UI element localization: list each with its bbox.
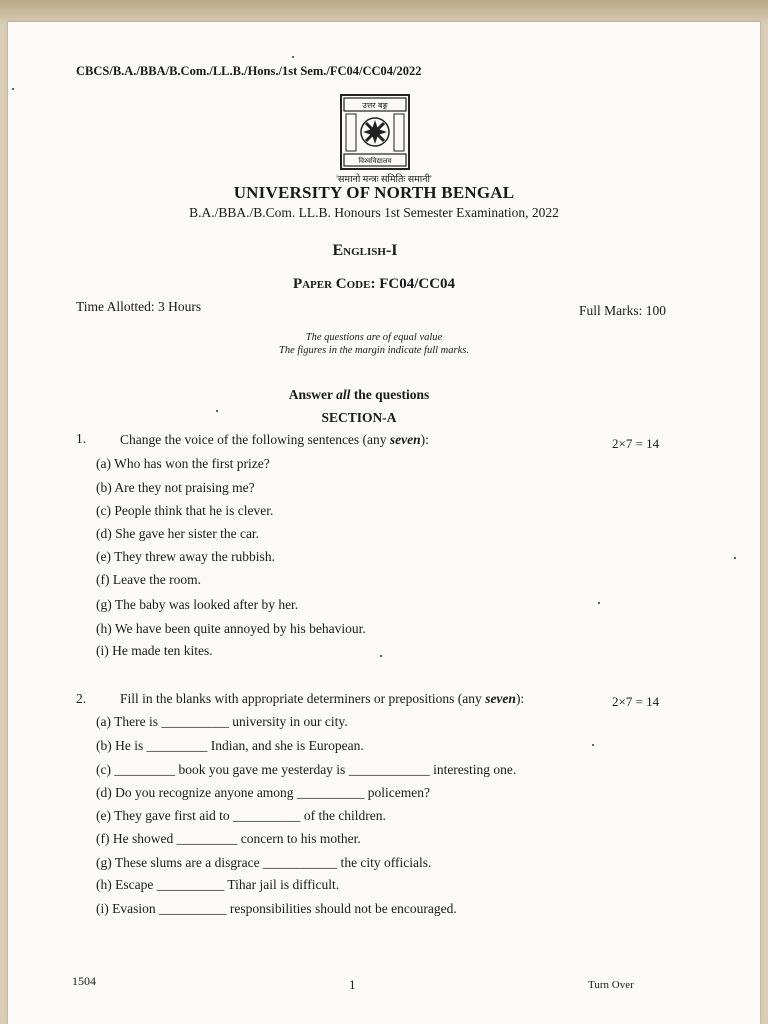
full-marks: Full Marks: 100 bbox=[579, 303, 667, 318]
question-item: (i) He made ten kites. bbox=[96, 643, 213, 658]
question-item: (c) People think that he is clever. bbox=[96, 503, 274, 518]
paper-code: Paper Code: FC04/CC04 bbox=[292, 276, 456, 292]
question-item: (b) He is _________ Indian, and she is European. bbox=[96, 738, 364, 753]
question-marks: 2×7 = 14 bbox=[612, 436, 660, 451]
instruction-note-margin-marks: The figures in the margin indicate full marks. bbox=[279, 345, 469, 356]
question-number: 1. bbox=[76, 431, 87, 446]
university-logo bbox=[340, 94, 410, 170]
time-allotted: Time Allotted: 3 Hours bbox=[76, 299, 202, 314]
question-text: Fill in the blanks with appropriate determiners or prepositions (any seven): bbox=[120, 691, 525, 706]
paper-serial-code: 1504 bbox=[72, 974, 96, 988]
exam-title: B.A./BBA./B.Com. LL.B. Honours 1st Semester Examination, 2022 bbox=[189, 205, 559, 220]
scan-top-edge bbox=[0, 0, 768, 24]
subject-title: English-I bbox=[332, 242, 398, 259]
logo-bottom-text: विश्वविद्यालय bbox=[358, 157, 392, 165]
turn-over-label: Turn Over bbox=[588, 979, 634, 991]
university-name: UNIVERSITY OF NORTH BENGAL bbox=[233, 183, 515, 202]
question-marks: 2×7 = 14 bbox=[612, 694, 660, 709]
question-item: (f) Leave the room. bbox=[96, 572, 201, 587]
question-item: (f) He showed _________ concern to his mother. bbox=[96, 831, 361, 846]
section-heading: SECTION-A bbox=[321, 410, 397, 425]
question-item: (g) These slums are a disgrace ___________ the city officials. bbox=[96, 855, 432, 870]
question-item: (d) She gave her sister the car. bbox=[96, 526, 260, 541]
question-item: (c) _________ book you gave me yesterday is ____________ interesting one. bbox=[96, 762, 517, 777]
university-motto: 'समानो मन्त्रः समितिः समानी' bbox=[336, 175, 432, 185]
question-item: (d) Do you recognize anyone among __________ policemen? bbox=[96, 785, 431, 800]
instruction-note-equal-value: The questions are of equal value bbox=[305, 332, 443, 343]
page-number: 1 bbox=[349, 977, 356, 992]
question-item: (h) Escape __________ Tihar jail is difficult. bbox=[96, 877, 340, 892]
paper-reference: CBCS/B.A./BBA/B.Com./LL.B./Hons./1st Sem./FC04/CC04/2022 bbox=[76, 64, 422, 78]
question-item: (a) There is __________ university in our city. bbox=[96, 714, 348, 729]
question-item: (e) They threw away the rubbish. bbox=[96, 549, 275, 564]
question-text: Change the voice of the following sentences (any seven): bbox=[120, 432, 429, 447]
question-item: (a) Who has won the first prize? bbox=[96, 456, 270, 471]
question-item: (e) They gave first aid to __________ of the children. bbox=[96, 808, 386, 823]
question-number: 2. bbox=[76, 691, 87, 706]
question-item: (i) Evasion __________ responsibilities should not be encouraged. bbox=[96, 901, 457, 916]
logo-top-text: उत्तर बङ्ग bbox=[362, 101, 388, 110]
answer-instruction: Answer all the questions bbox=[288, 387, 430, 402]
question-item: (g) The baby was looked after by her. bbox=[96, 597, 299, 612]
question-item: (h) We have been quite annoyed by his behaviour. bbox=[96, 621, 366, 636]
question-item: (b) Are they not praising me? bbox=[96, 480, 255, 495]
